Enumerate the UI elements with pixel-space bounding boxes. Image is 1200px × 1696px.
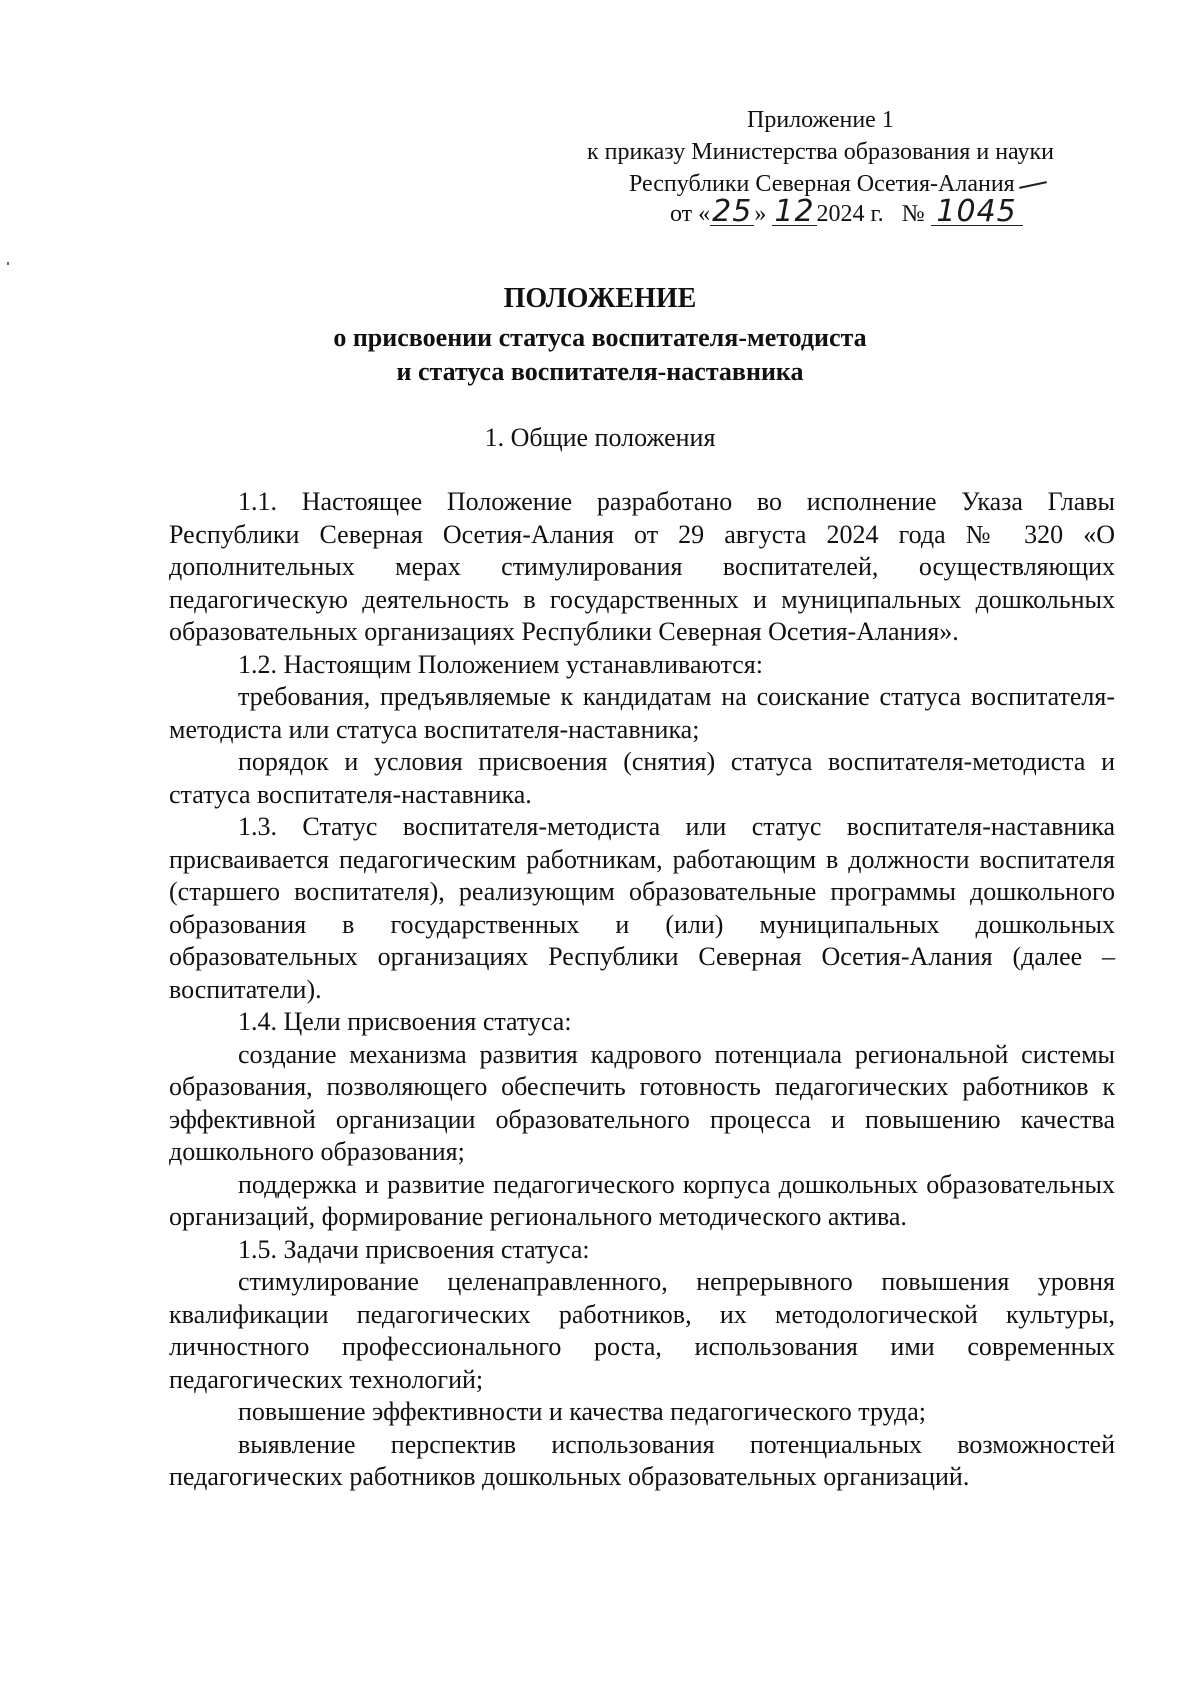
- section-heading: 1. Общие положения: [484, 423, 716, 452]
- date-separator: »: [754, 201, 767, 227]
- handwritten-day: 25: [712, 194, 753, 229]
- order-date-number: [670, 194, 1023, 230]
- paragraph-1-3: 1.3. Статус воспитателя-методиста или статус воспитателя-наставника присваивается педагогическим работникам, работающим в должности воспитателя (старшего воспитателя), реализующим образовательные программы дошкольного образования в государственных и (или) муниципальных дошкольных образовательных организациях Республики Северная Осетия-Алания (далее – воспитатели).: [169, 812, 1115, 1004]
- paragraph-task-efficiency: повышение эффективности и качества педагогического труда;: [238, 1397, 926, 1426]
- handwritten-stroke: [1019, 182, 1047, 190]
- section-body: [169, 486, 1115, 1494]
- handwritten-order-number: 1045: [931, 199, 1023, 226]
- paragraph-1-2: 1.2. Настоящим Положением устанавливаются:: [238, 649, 763, 679]
- date-prefix: от «: [670, 201, 711, 227]
- handwritten-month: 12: [774, 194, 815, 229]
- paragraph-requirements: требования, предъявляемые к кандидатам на соискание статуса воспитателя-методиста или статуса воспитателя-наставника;: [169, 682, 1115, 744]
- paragraph-task-stimulation: стимулирование целенаправленного, непрерывного повышения уровня квалификации педагогических работников, их методологической культуры, личностного профессионального роста, использования ими современных педагогических технологий;: [169, 1267, 1115, 1394]
- paragraph-1-4: 1.4. Цели присвоения статуса:: [238, 1007, 572, 1036]
- document-title: ПОЛОЖЕНИЕ: [503, 283, 697, 314]
- paragraph-goal-mechanism: создание механизма развития кадрового потенциала региональной системы образования, позволяющего обеспечить готовность педагогических работников к эффективной организации образовательного процесса и повышению качества дошкольного образования;: [169, 1039, 1115, 1166]
- order-reference: к приказу Министерства образования и науки: [587, 139, 1054, 165]
- number-label: №: [901, 201, 925, 227]
- date-year: 2024 г.: [816, 201, 884, 227]
- paragraph-task-prospects: выявление перспектив использования потенциальных возможностей педагогических работников дошкольных образовательных организаций.: [169, 1429, 1115, 1491]
- paragraph-1-1: 1.1. Настоящее Положение разработано во исполнение Указа Главы Республики Северная Осетия-Алания от 29 августа 2024 года № 320 «О дополнительных мерах стимулирования воспитателей, осуществляющих педагогическую деятельность в государственных и муниципальных дошкольных образовательных организациях Республики Северная Осетия-Алания».: [169, 487, 1115, 646]
- scan-speck: [7, 262, 9, 265]
- republic-name-text: Республики Северная Осетия-Алания: [629, 171, 1015, 197]
- paragraph-goal-support: поддержка и развитие педагогического корпуса дошкольных образовательных организаций, формирование регионального методического актива.: [169, 1169, 1115, 1231]
- paragraph-procedure: порядок и условия присвоения (снятия) статуса воспитателя-методиста и статуса воспитателя-наставника.: [169, 747, 1115, 809]
- document-subtitle-line1: о присвоении статуса воспитателя-методиста: [333, 323, 867, 352]
- paragraph-1-5: 1.5. Задачи присвоения статуса:: [238, 1234, 590, 1264]
- document-subtitle-line2: и статуса воспитателя-наставника: [396, 357, 804, 386]
- appendix-label: Приложение 1: [747, 107, 894, 133]
